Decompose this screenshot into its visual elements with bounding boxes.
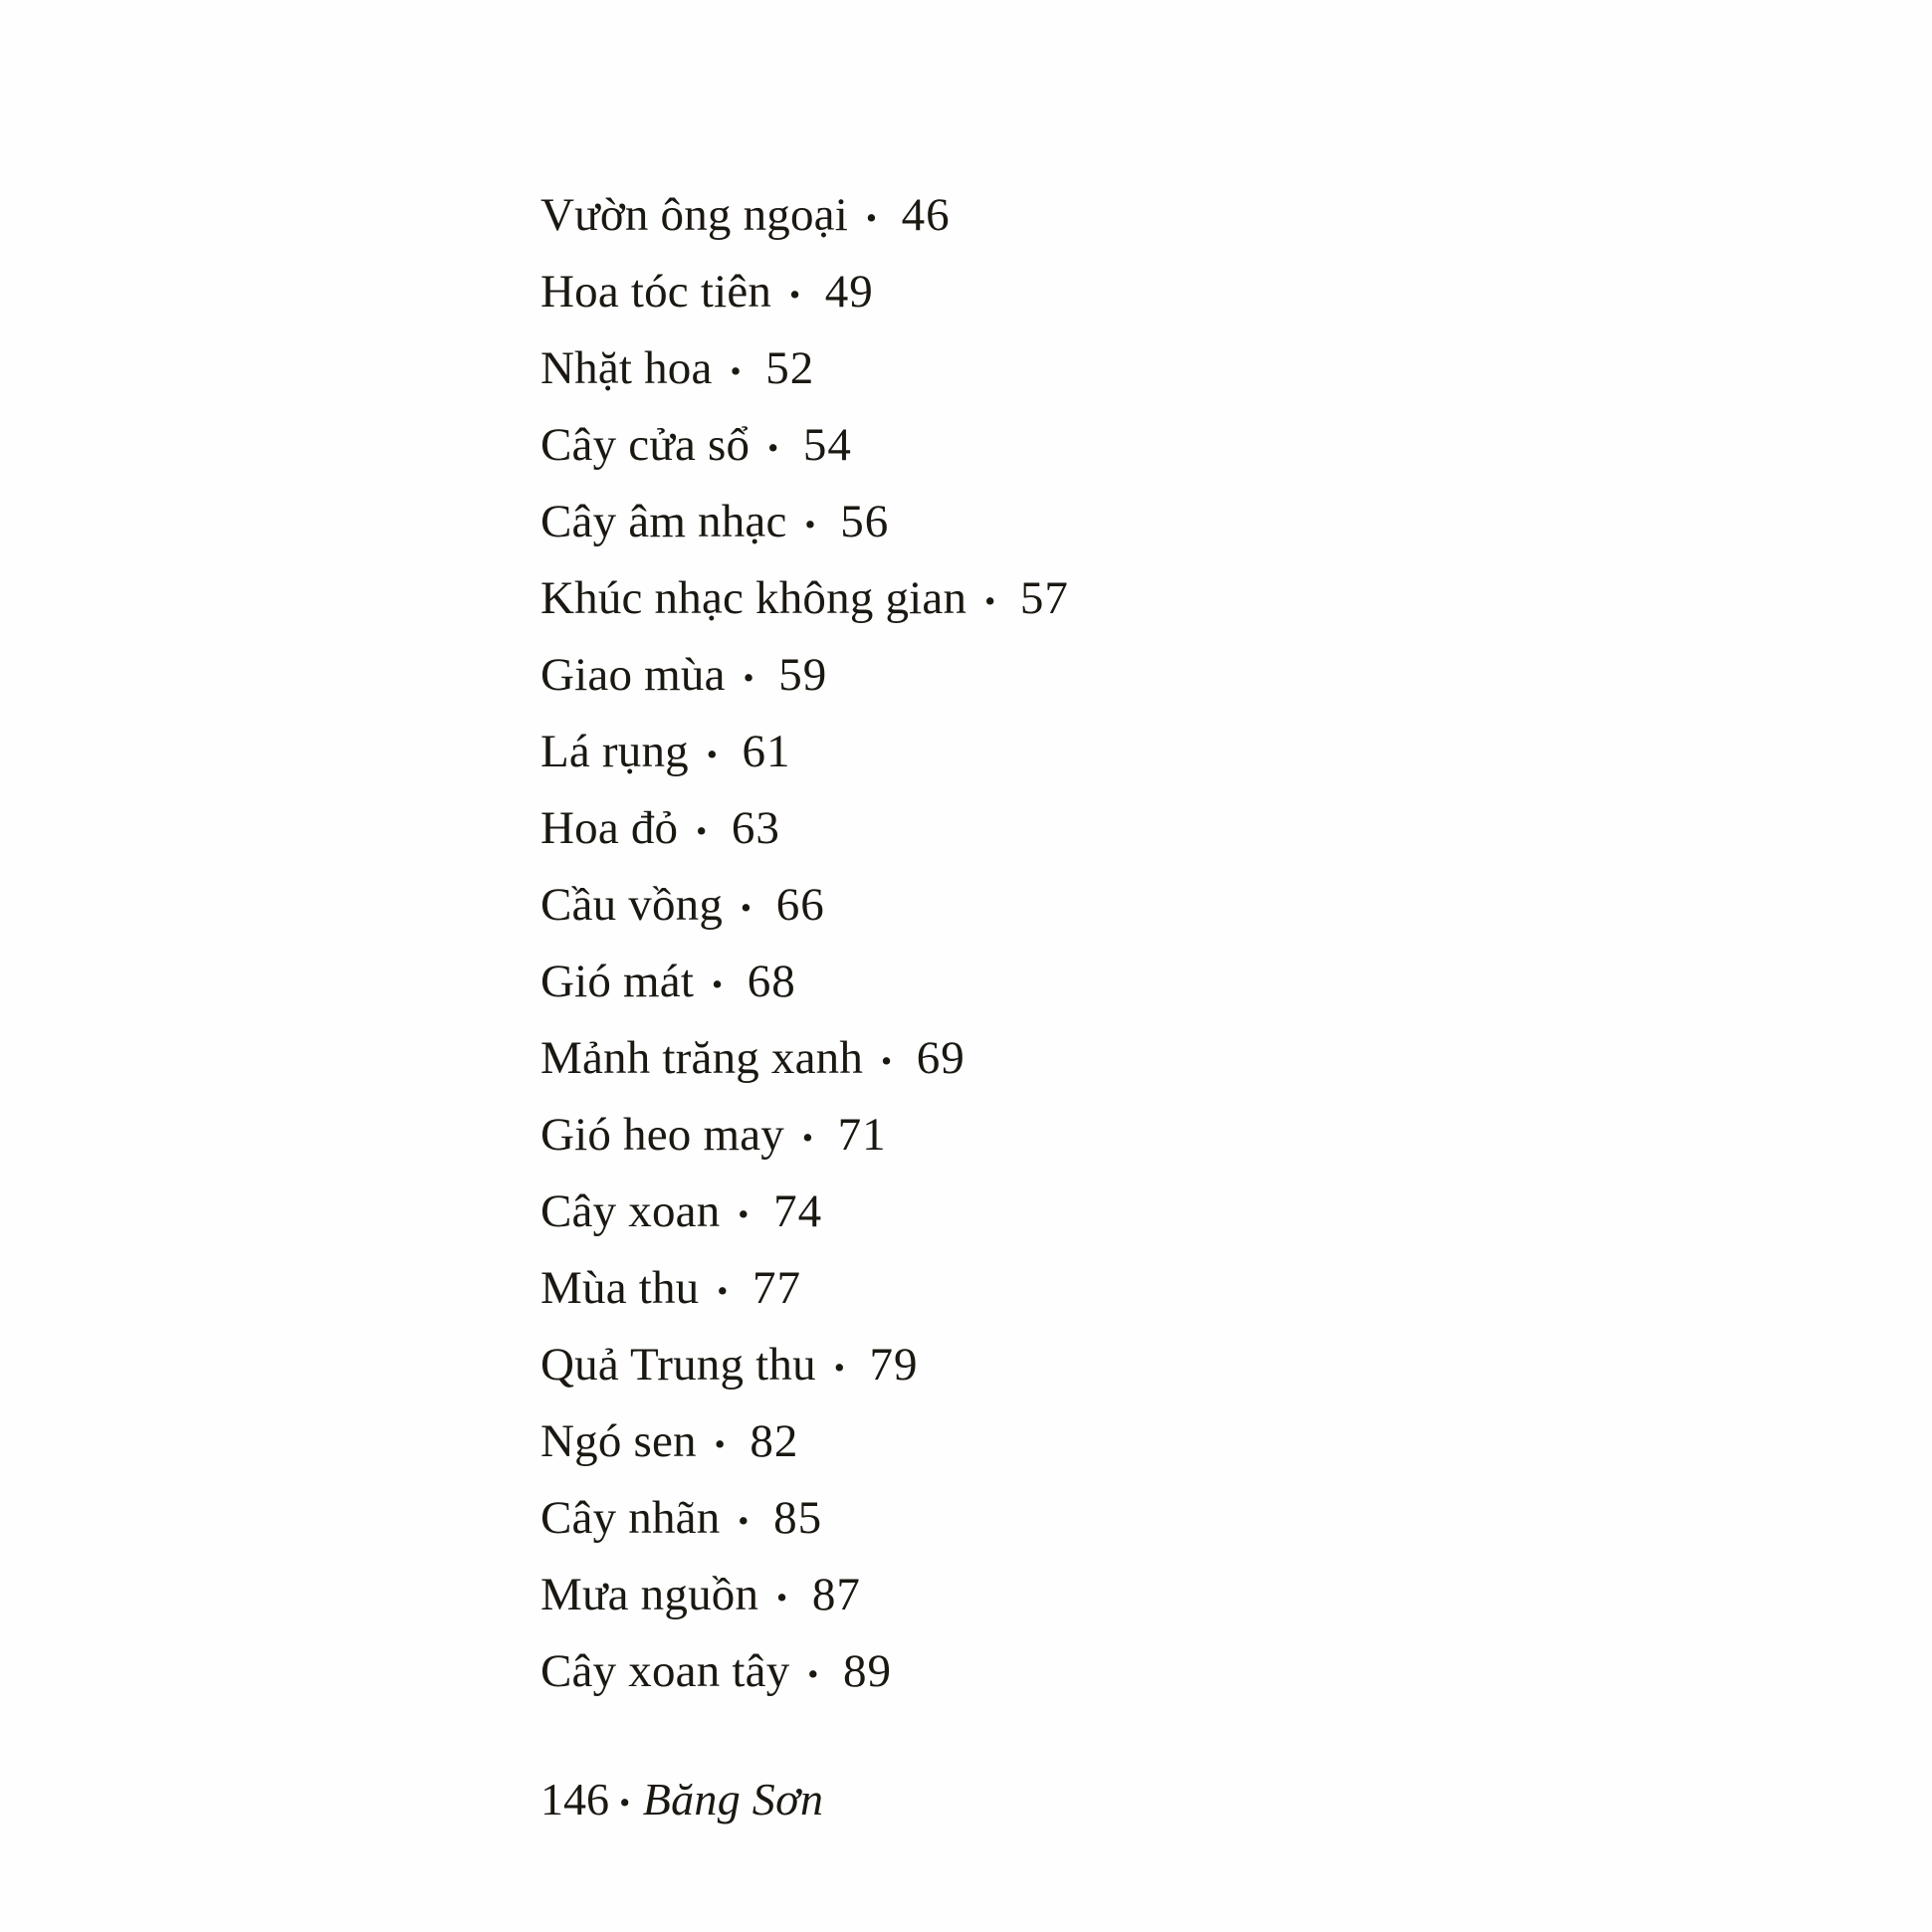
toc-entry-page-number: 56 — [840, 496, 890, 547]
bullet-separator: • — [789, 276, 800, 312]
toc-entry-title: Ngó sen — [540, 1415, 697, 1467]
toc-entry-page-number: 46 — [901, 189, 951, 241]
toc-entry-title: Gió mát — [540, 956, 695, 1007]
bullet-separator: • — [984, 582, 996, 618]
toc-entry-page-number: 54 — [802, 419, 852, 471]
toc-entry-title: Giao mùa — [540, 649, 726, 701]
toc-entry — [540, 484, 1069, 560]
toc-entry-page-number: 68 — [747, 956, 796, 1007]
bullet-separator: • — [881, 1042, 892, 1078]
toc-entry-page-number: 59 — [778, 649, 828, 701]
toc-entry — [540, 1557, 1069, 1633]
toc-entry-page-number: 63 — [731, 802, 780, 854]
toc-entry-title: Cây xoan — [540, 1185, 721, 1237]
toc-entry — [540, 790, 1069, 867]
bullet-separator: • — [833, 1349, 845, 1385]
bullet-separator: • — [865, 199, 877, 235]
toc-entry — [540, 867, 1069, 944]
bullet-separator: • — [767, 429, 779, 465]
toc-entry-title: Nhặt hoa — [540, 342, 713, 394]
toc-entry — [540, 1097, 1069, 1174]
toc-entry-title: Mùa thu — [540, 1262, 700, 1314]
bullet-separator: • — [801, 1119, 813, 1155]
toc-entry-title: Quả Trung thu — [540, 1339, 816, 1391]
footer-page-number: 146 — [540, 1774, 609, 1825]
bullet-separator: • — [738, 1195, 750, 1231]
toc-entry — [540, 330, 1069, 407]
toc-entry-page-number: 57 — [1019, 572, 1069, 624]
toc-entry-page-number: 49 — [824, 266, 874, 318]
footer-author-name: Băng Sơn — [642, 1774, 824, 1825]
toc-entry-page-number: 79 — [869, 1339, 919, 1391]
toc-entry-page-number: 74 — [773, 1185, 823, 1237]
bullet-separator: • — [738, 1502, 750, 1538]
toc-entry-title: Hoa đỏ — [540, 802, 679, 854]
toc-entry — [540, 1633, 1069, 1710]
toc-entry — [540, 1480, 1069, 1557]
toc-entry-page-number: 89 — [843, 1645, 893, 1697]
toc-entry — [540, 1020, 1069, 1097]
bullet-separator: • — [776, 1579, 788, 1614]
toc-entry — [540, 944, 1069, 1020]
table-of-contents — [540, 177, 1069, 1710]
bullet-separator: • — [741, 889, 751, 925]
bullet-separator: • — [804, 506, 816, 541]
toc-entry-title: Mưa nguồn — [540, 1569, 759, 1620]
toc-entry-title: Cây cửa sổ — [540, 419, 751, 471]
toc-entry-page-number: 77 — [752, 1262, 802, 1314]
toc-entry-title: Cây nhãn — [540, 1492, 721, 1544]
toc-entry-page-number: 85 — [773, 1492, 823, 1544]
toc-entry-title: Mảnh trăng xanh — [540, 1032, 864, 1084]
toc-entry-title: Hoa tóc tiên — [540, 266, 772, 318]
bullet-separator: • — [712, 966, 723, 1001]
toc-entry — [540, 254, 1069, 330]
toc-entry-page-number: 71 — [837, 1109, 887, 1161]
toc-entry-page-number: 52 — [765, 342, 815, 394]
toc-entry-title: Cầu vồng — [540, 879, 724, 931]
toc-entry — [540, 1250, 1069, 1327]
toc-entry — [540, 1327, 1069, 1403]
toc-entry-title: Cây xoan tây — [540, 1645, 790, 1697]
toc-entry — [540, 560, 1069, 637]
toc-entry-title: Cây âm nhạc — [540, 496, 787, 547]
toc-entry — [540, 714, 1069, 790]
bullet-separator: • — [714, 1425, 726, 1461]
bullet-separator: • — [717, 1272, 729, 1308]
toc-entry — [540, 1403, 1069, 1480]
toc-entry-page-number: 61 — [742, 726, 791, 777]
toc-entry-title: Khúc nhạc không gian — [540, 572, 967, 624]
toc-entry — [540, 1174, 1069, 1250]
toc-entry — [540, 407, 1069, 484]
toc-entry — [540, 177, 1069, 254]
toc-entry-title: Vườn ông ngoại — [540, 189, 848, 241]
toc-entry-title: Lá rụng — [540, 726, 689, 777]
bullet-separator: • — [807, 1655, 819, 1691]
toc-entry-page-number: 87 — [811, 1569, 861, 1620]
bullet-separator: • — [743, 659, 754, 695]
bullet-separator: • — [706, 736, 718, 771]
toc-entry-title: Gió heo may — [540, 1109, 784, 1161]
bullet-separator: • — [696, 812, 708, 848]
toc-entry-page-number: 82 — [750, 1415, 799, 1467]
toc-entry — [540, 637, 1069, 714]
bullet-separator: • — [730, 352, 742, 388]
toc-entry-page-number: 66 — [775, 879, 825, 931]
bullet-separator: • — [619, 1785, 630, 1820]
toc-entry-page-number: 69 — [916, 1032, 966, 1084]
page-footer — [540, 1773, 823, 1831]
